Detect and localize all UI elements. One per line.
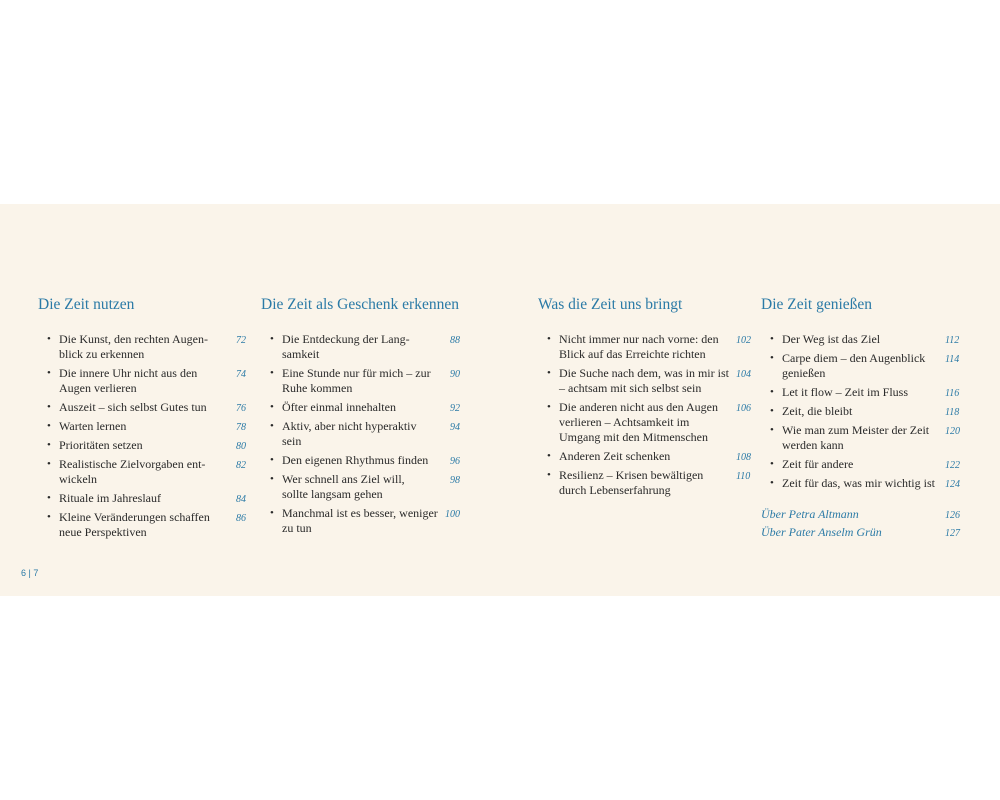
page-number: 112 [945,335,960,346]
toc-entry: • Den eigenen Rhythmus finden 96 [270,453,460,467]
page-number: 92 [450,403,460,414]
toc-entry: • Resilienz – Krisen bewältigen durch Lebenserfahrung 110 [547,468,751,497]
page-number: 88 [450,335,460,346]
page-number: 106 [736,403,751,414]
page-number: 96 [450,456,460,467]
page-number: 100 [445,509,460,520]
toc-entry: • Eine Stunde nur für mich – zur Ruhe kommen 90 [270,366,460,395]
toc-entry: • Zeit für das, was mir wichtig ist 124 [770,476,960,490]
bullet-icon: • [770,386,774,398]
toc-entry: • Carpe diem – den Augenblick genießen 114 [770,351,960,380]
bullet-icon: • [47,367,51,379]
page-number: 110 [736,471,751,482]
section-heading: Was die Zeit uns bringt [538,296,683,313]
toc-entry: • Zeit für andere 122 [770,457,960,471]
bullet-icon: • [547,450,551,462]
bullet-icon: • [770,333,774,345]
page-number: 108 [736,452,751,463]
bullet-icon: • [547,469,551,481]
page-number: 122 [945,460,960,471]
toc-entry: • Aktiv, aber nicht hyperaktiv sein 94 [270,419,460,448]
toc-column-2 [261,296,476,540]
page-number: 126 [945,510,960,521]
toc-entry: • Der Weg ist das Ziel 112 [770,332,960,346]
bullet-icon: • [47,401,51,413]
page-number: 118 [945,407,960,418]
toc-list [38,332,250,540]
about-entry: Über Petra Altmann 126 [761,507,960,521]
bullet-icon: • [47,458,51,470]
bullet-icon: • [47,333,51,345]
toc-entry: • Die Kunst, den rechten Augen-blick zu erkennen 72 [47,332,246,361]
page-number: 86 [236,513,246,524]
toc-column-4 [761,296,981,543]
toc-entry: • Öfter einmal innehalten 92 [270,400,460,414]
page-number: 72 [236,335,246,346]
bullet-icon: • [47,420,51,432]
toc-column-1 [38,296,250,544]
bullet-icon: • [47,439,51,451]
page-number: 116 [945,388,960,399]
bullet-icon: • [547,333,551,345]
toc-entry: • Wie man zum Meister der Zeit werden kann 120 [770,423,960,452]
toc-entry: • Die Entdeckung der Lang-samkeit 88 [270,332,460,361]
toc-entry: • Die Suche nach dem, was in mir ist – achtsam mit sich selbst sein 104 [547,366,751,395]
toc-entry: • Prioritäten setzen 80 [47,438,246,452]
toc-list [761,332,981,491]
page-number: 78 [236,422,246,433]
page-number: 124 [945,479,960,490]
toc-entry: • Rituale im Jahreslauf 84 [47,491,246,505]
bullet-icon: • [547,401,551,413]
page-number: 82 [236,460,246,471]
page-folio: 6 | 7 [21,568,39,578]
toc-entry: • Let it flow – Zeit im Fluss 116 [770,385,960,399]
section-heading: Die Zeit nutzen [38,296,135,313]
page-number: 120 [945,426,960,437]
page-number: 84 [236,494,246,505]
bullet-icon: • [270,333,274,345]
page-number: 90 [450,369,460,380]
bullet-icon: • [770,477,774,489]
bullet-icon: • [547,367,551,379]
bullet-icon: • [270,473,274,485]
bullet-icon: • [47,492,51,504]
bullet-icon: • [270,454,274,466]
toc-column-3 [538,296,758,502]
page-number: 104 [736,369,751,380]
toc-entry: • Warten lernen 78 [47,419,246,433]
bullet-icon: • [770,352,774,364]
toc-entry: • Manchmal ist es besser, weniger zu tun 100 [270,506,460,535]
book-spread [0,204,1000,596]
toc-entry: • Zeit, die bleibt 118 [770,404,960,418]
bullet-icon: • [770,424,774,436]
toc-entry: • Die anderen nicht aus den Augen verlieren – Achtsamkeit im Umgang mit den Mitmenschen 106 [547,400,751,444]
bullet-icon: • [270,367,274,379]
toc-entry: • Wer schnell ans Ziel will, sollte langsam gehen 98 [270,472,460,501]
page-number: 98 [450,475,460,486]
page-number: 74 [236,369,246,380]
bullet-icon: • [270,401,274,413]
bullet-icon: • [770,458,774,470]
about-authors-list [761,507,981,540]
toc-entry: • Auszeit – sich selbst Gutes tun 76 [47,400,246,414]
toc-entry: • Kleine Veränderungen schaffen neue Perspektiven 86 [47,510,246,539]
toc-entry: • Die innere Uhr nicht aus den Augen verlieren 74 [47,366,246,395]
toc-list [261,332,476,536]
bullet-icon: • [770,405,774,417]
toc-entry: • Nicht immer nur nach vorne: den Blick auf das Erreichte richten 102 [547,332,751,361]
about-entry: Über Pater Anselm Grün 127 [761,525,960,539]
page-number: 102 [736,335,751,346]
page-number: 76 [236,403,246,414]
bullet-icon: • [47,511,51,523]
bullet-icon: • [270,420,274,432]
toc-entry: • Realistische Zielvorgaben ent-wickeln 82 [47,457,246,486]
page-number: 114 [945,354,960,365]
page-number: 80 [236,441,246,452]
bullet-icon: • [270,507,274,519]
section-heading: Die Zeit als Geschenk erkennen [261,296,459,313]
section-heading: Die Zeit genießen [761,296,873,313]
page-number: 94 [450,422,460,433]
toc-entry: • Anderen Zeit schenken 108 [547,449,751,463]
page-number: 127 [945,528,960,539]
toc-list [538,332,758,498]
